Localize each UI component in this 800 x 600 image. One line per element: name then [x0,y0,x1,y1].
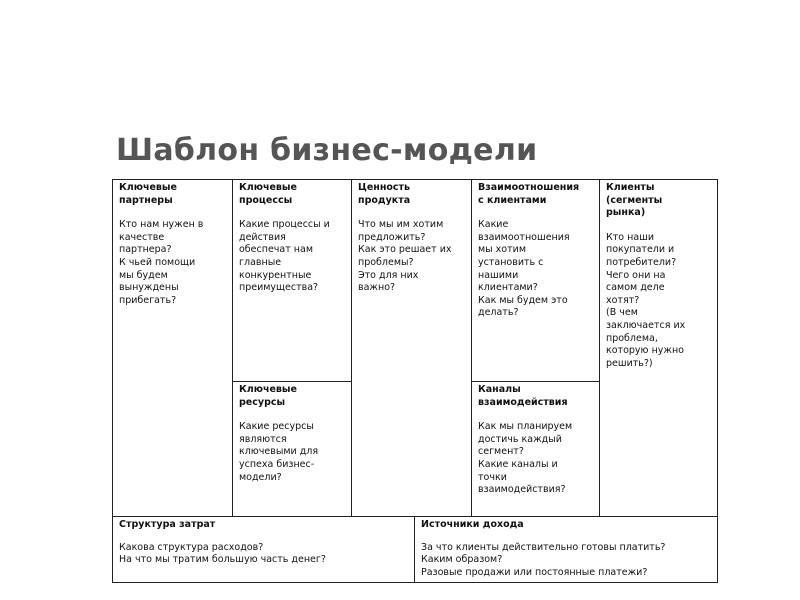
cell-heading: Источники дохода [421,519,524,530]
cell-heading: Каналы взаимодействия [478,384,568,408]
cell-text: Какова структура расходов? На что мы тратим большую часть денег? [119,541,326,566]
cell-text: Какие процессы и действия обеспечат нам главные конкурентные преимущества? [239,219,330,294]
cell-channels [472,382,600,517]
cell-text: Какие взаимоотношения мы хотим установить с нашими клиентами? Как мы будем это делать? [478,219,570,319]
cell-value-proposition [352,180,472,517]
cell-cost-structure [113,517,415,582]
cell-text: За что клиенты действительно готовы платить? Каким образом? Разовые продажи или постоянные платежи? [421,541,666,578]
cell-revenue-streams [415,517,717,582]
cell-key-activities [233,180,352,382]
cell-heading: Ключевые процессы [239,182,297,206]
cell-heading: Клиенты (сегменты рынка) [606,182,663,219]
cell-customer-segments [600,180,717,517]
cell-text: Что мы им хотим предложить? Как это решает их проблемы? Это для них важно? [358,219,452,294]
cell-text: Кто нам нужен в качестве партнера? К чьей помощи мы будем вынуждены прибегать? [119,219,204,306]
page-title: Шаблон бизнес-модели [116,133,538,168]
cell-heading: Ключевые ресурсы [239,384,297,408]
cell-text: Какие ресурсы являются ключевыми для успеха бизнес- модели? [239,421,319,483]
cell-key-resources [233,382,352,517]
cell-heading: Взаимоотношения с клиентами [478,182,580,206]
cell-heading: Структура затрат [119,519,216,530]
cell-text: Кто наши покупатели и потребители? Чего они на самом деле хотят? (В чем заключается их проблема, которую нужно решить?) [606,231,686,369]
business-model-canvas [112,179,718,583]
cell-key-partners [113,180,233,517]
cell-heading: Ценность продукта [358,182,411,206]
cell-customer-relationships [472,180,600,382]
cell-text: Как мы планируем достичь каждый сегмент? Какие каналы и точки взаимодействия? [478,421,573,496]
cell-heading: Ключевые партнеры [119,182,177,206]
